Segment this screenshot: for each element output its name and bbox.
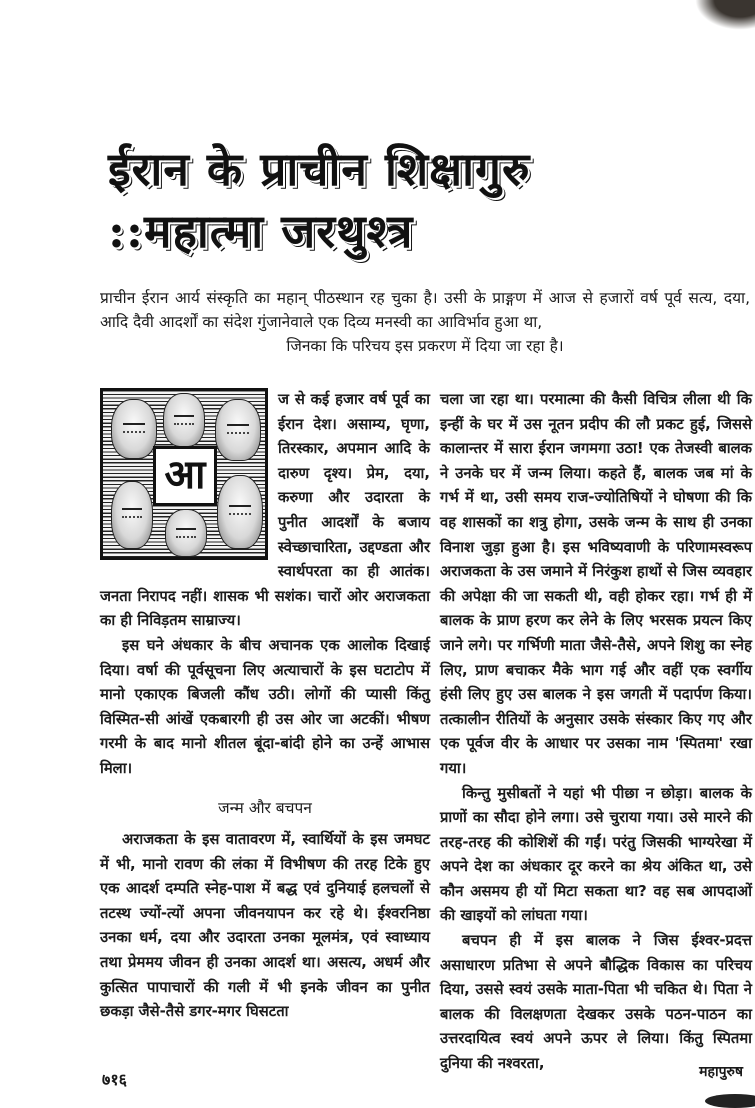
intro-text: प्राचीन ईरान आर्य संस्कृति का महान् पीठस्थान रह चुका है। उसी के प्राङ्गण में आज से हजारों वर्ष पूर्व सत्य, दया, आदि दैवी आदर्शों का संदेश गुंजानेवाले एक दिव्य मनस्वी का आविर्भाव हुआ था, (100, 289, 750, 331)
right-paragraph-2: किन्तु मुसीबतों ने यहां भी पीछा न छोड़ा। बालक के प्राणों का सौदा होने लगा। उसे चुराया गया। उसे मारने की तरह-तरह की कोशिशें की गईं। परंतु जिसकी भाग्यरेखा में अपने देश का अंधकार दूर करने का श्रेय अंकित था, उसे कौन असमय ही यों मिटा सकता था? वह सब आपदाओं की खाइयों को लांघता गया। (440, 784, 752, 925)
page-number: ७१६ (102, 1070, 127, 1089)
left-paragraph-1: ज से कई हजार वर्ष पूर्व का ईरान देश। असाम्य, घृणा, तिरस्कार, अपमान आदि के दारुण दृश्य। प्रेम, दया, करुणा और उदारता के पुनीत आदर्शों के बजाय स्वेच्छाचारिता, उद्दण्डता और स्वार्थपरता का ही आतंक। जनता निरापद नहीं। शासक भी सशंक। चारों ओर अराजकता का ही निविड़तम साम्राज्य। (100, 391, 430, 630)
scan-edge-shadow (705, 1094, 755, 1108)
scan-corner-shadow (695, 0, 755, 30)
left-paragraph-2: इस घने अंधकार के बीच अचानक एक आलोक दिखाई दिया। वर्षा की पूर्वसूचना लिए अत्याचारों के इस घटाटोप में मानो एकाएक बिजली कौंध उठी। लोगों की प्यासी किंतु विस्मित-सी आंखें एकबारगी ही उस ओर जा अटकीं। भीषण गरमी के बाद मानो शीतल बूंदा-बांदी होने का उन्हें आभास मिला। (100, 636, 430, 777)
chapter-title (108, 138, 568, 262)
right-paragraph-1: चला जा रहा था। परमात्मा की कैसी विचित्र लीला थी कि इन्हीं के घर में उस नूतन प्रदीप की लौ प्रकट हुई, जिससे कालान्तर में सारा ईरान जगमगा उठा! एक तेजस्वी बालक ने उनके घर में जन्म लिया। कहते हैं, बालक जब मां के गर्भ में था, उसी समय राज-ज्योतिषियों ने घोषणा की कि वह शासकों का शत्रु होगा, उसके जन्म के साथ ही उनका विनाश जुड़ा हुआ है। इस भविष्यवाणी के परिणामस्वरूप अराजकता के उस जमाने में निरंकुश हाथों से जिस व्यवहार की अपेक्षा की जा सकती थी, वही होकर रहा। गर्भ ही में बालक के प्राण हरण कर लेने के लिए भरसक प्रयत्न किए जाने लगे। पर गर्भिणी माता जैसे-तैसे, अपने शिशु का स्नेह लिए, प्राण बचाकर मैके भाग गई और वहीं एक स्वर्गीय हंसी लिए हुए उस बालक ने इस जगती में पदार्पण किया। तत्कालीन रीतियों के अनुसार उसके संस्कार किए गए और एक पूर्वज वीर के आधार पर उसका नाम 'स्पितमा' रखा गया। (440, 391, 752, 777)
section-subheading: जन्म और बचपन (218, 798, 312, 817)
left-column (100, 388, 430, 1025)
drop-cap-illustration (100, 388, 268, 560)
portrait-buddha-icon (111, 399, 157, 459)
chapter-title-line-2: ::महात्मा जरथुश्त्र (108, 204, 414, 258)
portrait-lenin-icon (165, 509, 207, 557)
chapter-title-line-1: ईरान के प्राचीन शिक्षागुरु (108, 142, 531, 196)
left-paragraph-3: अराजकता के इस वातावरण में, स्वार्थियों के इस जमघट में भी, मानो रावण की लंका में विभीषण की तरह टिके हुए एक आदर्श दम्पति स्नेह-पाश में बद्ध एवं दुनियाई हलचलों से तटस्थ ज्यों-त्यों अपना जीवनयापन कर रहे थे। ईश्वरनिष्ठा उनका धर्म, दया और उदारता उनका मूलमंत्र, एवं स्वाध्याय तथा प्रेममय जीवन ही उनका आदर्श था। असत्य, अधर्म और कुत्सित पापाचारों की गली में भी इनके जीवन का पुनीत छकड़ा जैसे-तैसे डगर-मगर घिसटता (100, 831, 430, 1021)
portrait-confucius-icon (111, 481, 153, 549)
portrait-socrates-icon (163, 393, 205, 447)
portrait-tagore-icon (215, 399, 261, 461)
right-paragraph-3: बचपन ही में इस बालक ने जिस ईश्वर-प्रदत्त असाधारण प्रतिभा से अपने बौद्धिक विकास का परिचय दिया, उससे स्वयं उसके माता-पिता भी चकित थे। पिता ने बालक की विलक्षणता देखकर उसके पठन-पाठन का उत्तरदायित्व स्वयं अपने ऊपर ले लिया। किंतु स्पितमा दुनिया की नश्वरता, (440, 932, 752, 1073)
running-head: महापुरुष (699, 1064, 743, 1080)
intro-last-line: जिनका कि परिचय इस प्रकरण में दिया जा रहा है। (286, 337, 564, 355)
portrait-tolstoy-icon (217, 475, 263, 549)
drop-cap-letter: आ (153, 446, 217, 506)
right-column (440, 388, 752, 1077)
chapter-intro (100, 286, 750, 358)
